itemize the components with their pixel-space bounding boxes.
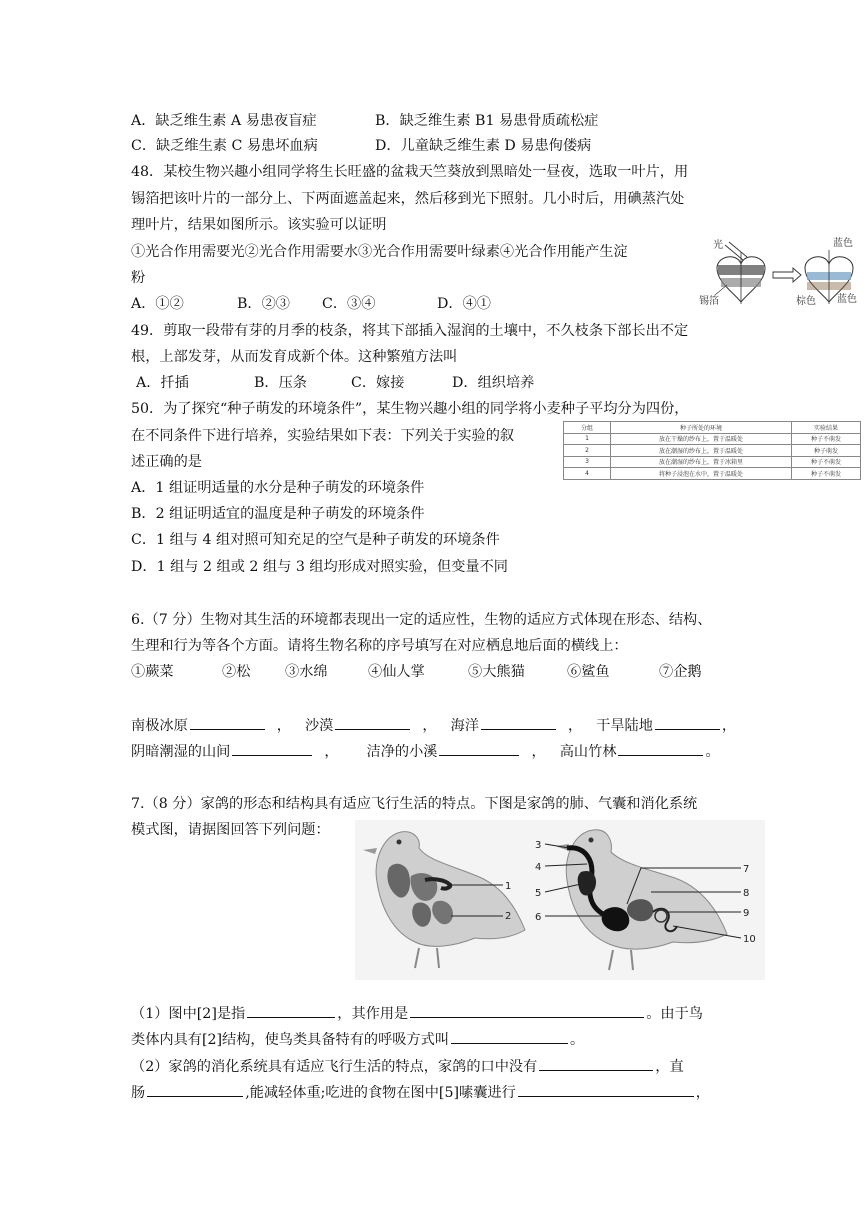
q6-stem-line2: 生理和行为等各个方面。请将生物名称的序号填写在对应栖息地后面的横线上： — [131, 638, 628, 654]
answer-blank[interactable] — [232, 741, 312, 756]
figure-blue-label-1: 蓝色 — [833, 238, 853, 249]
q50-option-d: D．1 组与 2 组或 2 组与 3 组均形成对照实验，但变量不同 — [131, 559, 508, 575]
habitat-label: 阴暗潮湿的山间 — [131, 744, 231, 760]
q48-stem-line3: 理叶片，结果如图所示。该实验可以证明 — [131, 217, 387, 233]
table-cell: 种子不萌发 — [792, 433, 861, 445]
q49-option-c: C．嫁接 — [351, 375, 405, 391]
q6-organism: ④仙人掌 — [368, 664, 425, 680]
q49-stem-line1: 49．剪取一段带有芽的月季的枝条，将其下部插入湿润的土壤中，不久枝条下部长出不定 — [131, 323, 689, 339]
table-cell: 4 — [564, 468, 611, 480]
q50-stem-line1: 50．为了探究“种子萌发的环境条件”，某生物兴趣小组的同学将小麦种子平均分为四份， — [131, 401, 689, 417]
table-header: 种子所处的环境 — [611, 422, 792, 434]
q49-option-d: D．组织培养 — [452, 375, 535, 391]
diagram-label-5: 5 — [535, 888, 542, 899]
figure-blue-label-2: 蓝色 — [837, 294, 857, 305]
table-header: 实验结果 — [792, 422, 861, 434]
answer-blank[interactable] — [335, 715, 410, 730]
diagram-label-3: 3 — [535, 840, 542, 851]
q48-option-c: C．③④ — [322, 296, 376, 312]
q7-stem-line1: 7.（8 分）家鸽的形态和结构具有适应飞行生活的特点。下图是家鸽的肺、气囊和消化系统 — [131, 796, 698, 812]
table-cell: 种子萌发 — [792, 445, 861, 457]
table-row — [564, 456, 861, 468]
answer-blank[interactable] — [481, 715, 556, 730]
q6-organism: ⑥鲨鱼 — [567, 664, 610, 680]
q7-stem-line2: 模式图，请据图回答下列问题： — [131, 822, 330, 838]
habitat-label: 干旱陆地 — [596, 718, 653, 734]
q6-habitat-row-2: 阴暗潮湿的山间 ， 洁净的小溪 ， 高山竹林 。 — [131, 741, 720, 762]
q6-organism: ⑤大熊猫 — [468, 664, 525, 680]
table-row — [564, 445, 861, 457]
q48-stem-line1: 48．某校生物兴趣小组同学将生长旺盛的盆栽天竺葵放到黑暗处一昼夜，选取一叶片，用 — [131, 164, 689, 180]
table-cell: 1 — [564, 433, 611, 445]
answer-blank[interactable] — [147, 1082, 243, 1097]
diagram-label-4: 4 — [535, 862, 542, 873]
table-row — [564, 468, 861, 480]
q47-option-b: B．缺乏维生素 B1 易患骨质疏松症 — [375, 113, 599, 129]
table-cell: 3 — [564, 456, 611, 468]
answer-blank[interactable] — [539, 1056, 653, 1071]
arrow-icon — [773, 268, 801, 282]
figure-brown-label: 棕色 — [796, 296, 816, 307]
q48-stem-line5: 粉 — [131, 270, 146, 286]
habitat-label: 洁净的小溪 — [366, 744, 438, 760]
table-cell: 种子不萌发 — [792, 456, 861, 468]
q6-organism: ①蕨菜 — [131, 664, 174, 680]
table-cell: 放在潮湿的纱布上，置于冰箱里 — [611, 456, 792, 468]
diagram-label-9: 9 — [743, 908, 750, 919]
q6-habitat-row-1: 南极冰原 ， 沙漠 ， 海洋 ， 干旱陆地 ， — [131, 715, 736, 736]
table-row — [564, 433, 861, 445]
habitat-label: 高山竹林 — [559, 744, 617, 760]
q48-option-b: B．②③ — [237, 296, 290, 312]
pigeon-diagram — [355, 820, 765, 980]
table-cell: 放在干燥的纱布上，置于温暖处 — [611, 433, 792, 445]
q6-stem-line1: 6.（7 分）生物对其生活的环境都表现出一定的适应性，生物的适应方式体现在形态、结构、 — [131, 612, 712, 628]
q7-sub1-line2: 类体内具有[2]结构，使鸟类具备特有的呼吸方式叫 。 — [131, 1029, 584, 1050]
figure-light-label: 光 — [713, 240, 723, 251]
q48-option-a: A．①② — [131, 296, 184, 312]
answer-blank[interactable] — [190, 715, 265, 730]
table-cell: 种子不萌发 — [792, 468, 861, 480]
q48-option-d: D．④① — [437, 296, 491, 312]
diagram-label-7: 7 — [743, 864, 750, 875]
q49-stem-line2: 根，上部发芽，从而发育成新个体。这种繁殖方法叫 — [131, 349, 458, 365]
q7-sub1-line1: （1）图中[2]是指 ，其作用是 。由于鸟 — [131, 1003, 703, 1024]
diagram-label-2: 2 — [505, 911, 512, 922]
q6-organism: ②松 — [222, 664, 251, 680]
q49-option-a: A．扦插 — [136, 375, 189, 391]
table-cell: 2 — [564, 445, 611, 457]
answer-blank[interactable] — [451, 1029, 568, 1044]
q6-organism: ⑦企鹅 — [659, 664, 702, 680]
q50-option-c: C．1 组与 4 组对照可知充足的空气是种子萌发的环境条件 — [131, 532, 500, 548]
q6-organism: ③水绵 — [285, 664, 328, 680]
answer-blank[interactable] — [618, 741, 703, 756]
habitat-label: 南极冰原 — [131, 718, 188, 734]
q50-option-b: B．2 组证明适宜的温度是种子萌发的环境条件 — [131, 506, 425, 522]
q48-stem-line2: 锡箔把该叶片的一部分上、下两面遮盖起来，然后移到光下照射。几小时后，用碘蒸汽处 — [131, 191, 685, 207]
table-header-row — [564, 422, 861, 434]
answer-blank[interactable] — [410, 1003, 644, 1018]
table-cell: 将种子浸泡在水中，置于温暖处 — [611, 468, 792, 480]
answer-blank[interactable] — [518, 1082, 694, 1097]
answer-blank[interactable] — [439, 741, 519, 756]
habitat-label: 海洋 — [450, 718, 479, 734]
diagram-label-10: 10 — [743, 934, 756, 945]
table-cell: 放在潮湿的纱布上，置于温暖处 — [611, 445, 792, 457]
q47-option-c: C．缺乏维生素 C 易患坏血病 — [131, 138, 318, 154]
table-header: 分组 — [564, 422, 611, 434]
q50-option-a: A．1 组证明适量的水分是种子萌发的环境条件 — [131, 480, 425, 496]
diagram-label-6: 6 — [535, 912, 542, 923]
q7-sub2-line2: 肠 ,能减轻体重;吃进的食物在图中[5]嗉囊进行 ， — [131, 1082, 710, 1103]
q48-stem-line4: ①光合作用需要光②光合作用需要水③光合作用需要叶绿素④光合作用能产生淀 — [131, 244, 628, 260]
answer-blank[interactable] — [247, 1003, 335, 1018]
q7-sub2-line1: （2）家鸽的消化系统具有适应飞行生活的特点，家鸽的口中没有 ，直 — [131, 1056, 684, 1077]
q50-stem-line3: 述正确的是 — [131, 454, 202, 470]
leaf-experiment-figure — [695, 232, 863, 310]
q50-stem-line2: 在不同条件下进行培养，实验结果如下表：下列关于实验的叙 — [131, 428, 515, 444]
habitat-label: 沙漠 — [304, 718, 334, 734]
q49-option-b: B．压条 — [254, 375, 307, 391]
seed-germination-table — [563, 421, 861, 480]
figure-foil-label: 锡箔 — [699, 296, 719, 307]
answer-blank[interactable] — [655, 715, 720, 730]
q47-option-d: D．儿童缺乏维生素 D 易患佝偻病 — [375, 138, 592, 154]
diagram-label-1: 1 — [505, 881, 512, 892]
diagram-label-8: 8 — [743, 888, 750, 899]
q47-option-a: A．缺乏维生素 A 易患夜盲症 — [131, 113, 317, 129]
